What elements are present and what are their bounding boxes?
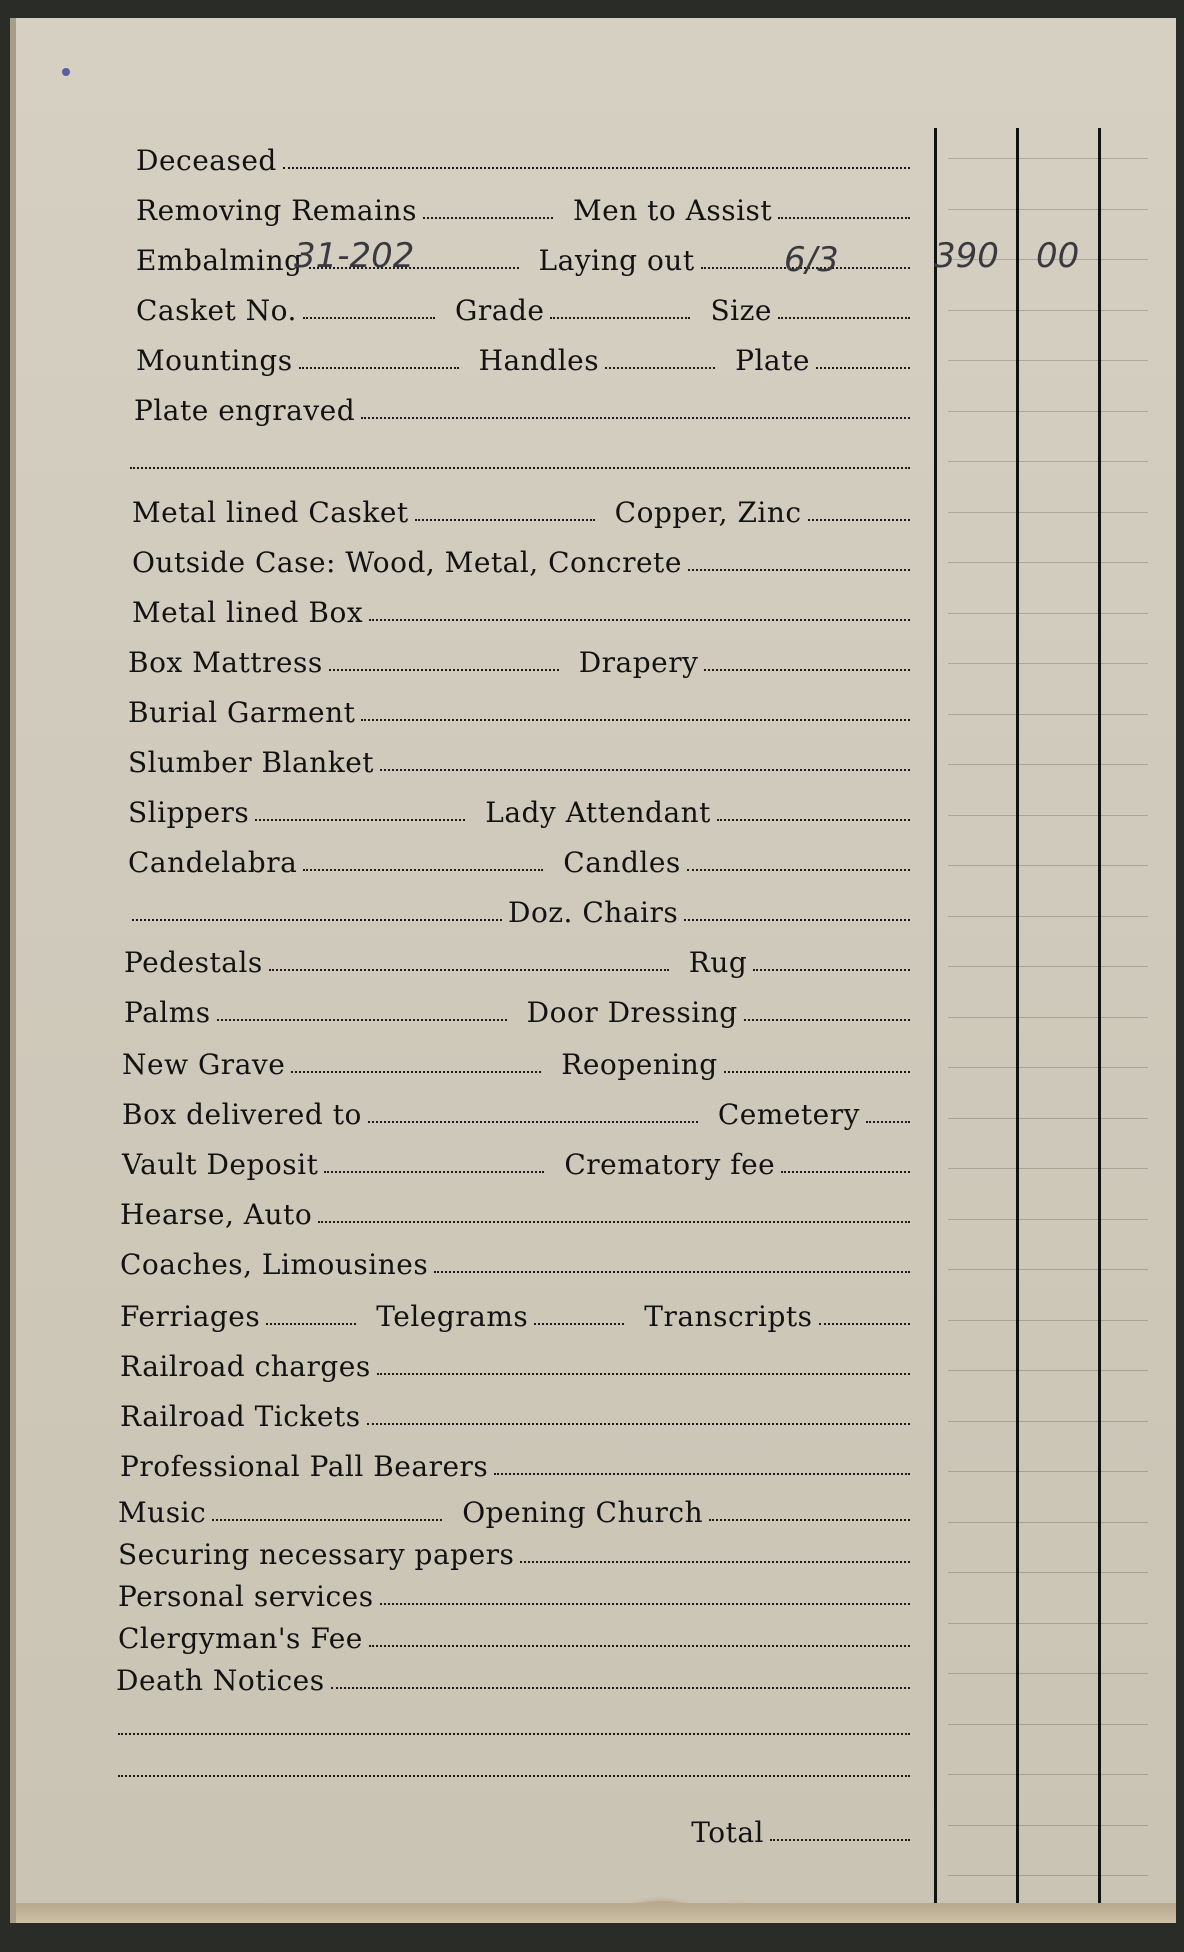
fill-line <box>808 519 910 521</box>
field-label: Lady Attendant <box>485 796 711 829</box>
field-label: Casket No. <box>136 294 297 327</box>
amount-row-line <box>948 663 1148 664</box>
amount-row-line <box>948 1269 1148 1270</box>
fill-line <box>303 317 435 319</box>
fill-line <box>118 1733 910 1735</box>
fill-line <box>266 1323 356 1325</box>
casket-no-value: 31-202 <box>294 236 415 276</box>
form-row <box>124 988 916 1028</box>
column-rule-2 <box>1016 128 1019 1918</box>
amount-row-line <box>948 865 1148 866</box>
fill-line <box>283 167 910 169</box>
fill-line <box>816 367 910 369</box>
amount-row-line <box>948 1421 1148 1422</box>
field-label: New Grave <box>122 1048 286 1081</box>
field-label: Clergyman's Fee <box>118 1622 363 1655</box>
amount-row-line <box>948 1673 1148 1674</box>
field-label: Box Mattress <box>128 646 323 679</box>
form-row <box>120 1240 916 1280</box>
fill-line <box>318 1221 910 1223</box>
form-row <box>128 738 916 778</box>
form-row <box>120 1292 916 1332</box>
field-label: Door Dressing <box>526 996 738 1029</box>
form-row <box>118 1614 916 1654</box>
field-label: Metal lined Box <box>132 596 364 629</box>
amount-row-line <box>948 512 1148 513</box>
amount-dollars: 390 <box>934 236 999 276</box>
field-label: Candelabra <box>128 846 298 879</box>
form-row <box>128 688 916 728</box>
fill-line <box>132 919 502 921</box>
form-row <box>112 1702 916 1742</box>
amount-row-line <box>948 1017 1148 1018</box>
field-label: Drapery <box>578 646 699 679</box>
amount-row-line <box>948 1875 1148 1876</box>
page-edge <box>16 1903 1176 1923</box>
fill-line <box>688 569 910 571</box>
form-row <box>120 1442 916 1482</box>
amount-row-line <box>948 1320 1148 1321</box>
field-label: Removing Remains <box>136 194 417 227</box>
fill-line <box>605 367 715 369</box>
form-row <box>118 1530 916 1570</box>
field-label: Telegrams <box>376 1300 529 1333</box>
amount-row-line <box>948 1370 1148 1371</box>
field-label: Candles <box>563 846 681 879</box>
field-label: Doz. Chairs <box>508 896 679 929</box>
field-label: Slippers <box>128 796 250 829</box>
column-rule-1 <box>934 128 937 1918</box>
form-row <box>136 336 916 376</box>
form-row <box>128 638 916 678</box>
fill-line <box>709 1519 910 1521</box>
fill-line <box>770 1839 910 1841</box>
fill-line <box>494 1473 910 1475</box>
field-label: Plate engraved <box>134 394 356 427</box>
field-label: Burial Garment <box>128 696 356 729</box>
fill-line <box>299 367 459 369</box>
field-label: Vault Deposit <box>122 1148 319 1181</box>
form-row <box>122 1040 916 1080</box>
amount-row-line <box>948 1219 1148 1220</box>
fill-line <box>130 467 910 469</box>
field-label: Total <box>691 1816 764 1849</box>
fill-line <box>687 869 910 871</box>
field-label: Mountings <box>136 344 293 377</box>
form-row <box>112 1744 916 1784</box>
amount-row-line <box>948 815 1148 816</box>
field-label: Railroad Tickets <box>120 1400 361 1433</box>
fill-line <box>744 1019 910 1021</box>
fill-line <box>866 1121 910 1123</box>
amount-row-line <box>948 966 1148 967</box>
form-row <box>122 1140 916 1180</box>
field-label: Box delivered to <box>122 1098 362 1131</box>
form-row <box>128 788 916 828</box>
field-label: Opening Church <box>462 1496 704 1529</box>
fill-line <box>377 1373 910 1375</box>
amount-row-line <box>948 1825 1148 1826</box>
fill-line <box>819 1323 910 1325</box>
fill-line <box>291 1071 541 1073</box>
amount-row-line <box>948 562 1148 563</box>
form-row <box>122 1090 916 1130</box>
field-label: Professional Pall Bearers <box>120 1450 489 1483</box>
fill-line <box>269 969 669 971</box>
ink-speck <box>62 68 70 76</box>
field-label: Securing necessary papers <box>118 1538 515 1571</box>
field-label: Men to Assist <box>572 194 773 227</box>
form-row <box>132 588 916 628</box>
amount-row-line <box>948 1774 1148 1775</box>
amount-row-line <box>948 1623 1148 1624</box>
field-label: Railroad charges <box>120 1350 371 1383</box>
amount-row-line <box>948 764 1148 765</box>
field-label: Laying out <box>538 244 695 277</box>
field-label: Hearse, Auto <box>120 1198 313 1231</box>
field-label: Outside Case: Wood, Metal, Concrete <box>132 546 682 579</box>
form-row <box>136 136 916 176</box>
amount-row-line <box>948 360 1148 361</box>
amount-row-line <box>948 310 1148 311</box>
fill-line <box>367 1423 910 1425</box>
fill-line <box>434 1271 910 1273</box>
form-row <box>116 1656 916 1696</box>
fill-line <box>781 1171 910 1173</box>
field-label: Crematory fee <box>564 1148 776 1181</box>
amount-row-line <box>948 209 1148 210</box>
field-label: Deceased <box>136 144 277 177</box>
fill-line <box>520 1561 910 1563</box>
fill-line <box>717 819 910 821</box>
amount-row-line <box>948 916 1148 917</box>
field-label: Ferriages <box>120 1300 261 1333</box>
fill-line <box>369 1645 910 1647</box>
fill-line <box>753 969 910 971</box>
fill-line <box>704 669 910 671</box>
field-label: Transcripts <box>644 1300 813 1333</box>
field-label: Reopening <box>561 1048 718 1081</box>
field-label: Cemetery <box>717 1098 860 1131</box>
fill-line <box>684 919 910 921</box>
form-row <box>112 1808 916 1848</box>
amount-cents: 00 <box>1036 236 1080 276</box>
field-label: Death Notices <box>116 1664 325 1697</box>
amount-row-line <box>948 1067 1148 1068</box>
form-page <box>10 18 1176 1923</box>
fill-line <box>423 217 553 219</box>
form-row <box>136 286 916 326</box>
field-label: Pedestals <box>124 946 263 979</box>
field-label: Handles <box>478 344 600 377</box>
size-value: 6/3 <box>784 240 839 280</box>
fill-line <box>778 317 910 319</box>
fill-line <box>361 719 910 721</box>
fill-line <box>550 317 690 319</box>
amount-row-line <box>948 1522 1148 1523</box>
fill-line <box>368 1121 698 1123</box>
field-label: Grade <box>455 294 545 327</box>
amount-row-line <box>948 461 1148 462</box>
amount-row-line <box>948 613 1148 614</box>
amount-row-line <box>948 411 1148 412</box>
fill-line <box>303 869 543 871</box>
field-label: Metal lined Casket <box>132 496 409 529</box>
fill-line <box>324 1171 544 1173</box>
form-row <box>134 386 916 426</box>
fill-line <box>217 1019 507 1021</box>
fill-line <box>255 819 465 821</box>
fill-line <box>415 519 595 521</box>
fill-line <box>778 217 910 219</box>
form-row <box>118 1488 916 1528</box>
form-row <box>132 538 916 578</box>
fill-line <box>212 1519 442 1521</box>
fill-line <box>369 619 910 621</box>
amount-row-line <box>948 1168 1148 1169</box>
fill-line <box>361 417 910 419</box>
field-label: Slumber Blanket <box>128 746 375 779</box>
form-row <box>120 1342 916 1382</box>
fill-line <box>118 1775 910 1777</box>
fill-line <box>380 769 910 771</box>
form-row <box>126 888 916 928</box>
form-row <box>120 1392 916 1432</box>
fill-line <box>380 1603 910 1605</box>
field-label: Embalming <box>136 244 303 277</box>
field-label: Music <box>118 1496 207 1529</box>
field-label: Coaches, Limousines <box>120 1248 429 1281</box>
amount-row-line <box>948 714 1148 715</box>
amount-row-line <box>948 158 1148 159</box>
fill-line <box>534 1323 624 1325</box>
amount-row-line <box>948 1471 1148 1472</box>
amount-row-line <box>948 1572 1148 1573</box>
form-row <box>132 488 916 528</box>
field-label: Plate <box>735 344 810 377</box>
form-row <box>120 1190 916 1230</box>
field-label: Size <box>710 294 772 327</box>
fill-line <box>329 669 559 671</box>
form-row <box>128 838 916 878</box>
form-row <box>124 938 916 978</box>
amount-row-line <box>948 1724 1148 1725</box>
field-label: Rug <box>688 946 748 979</box>
column-rule-3 <box>1098 128 1101 1918</box>
fill-line <box>724 1071 910 1073</box>
fill-line <box>331 1687 910 1689</box>
field-label: Copper, Zinc <box>614 496 802 529</box>
amount-row-line <box>948 1118 1148 1119</box>
field-label: Palms <box>124 996 211 1029</box>
form-row <box>124 436 916 476</box>
form-row <box>136 186 916 226</box>
form-row <box>118 1572 916 1612</box>
field-label: Personal services <box>118 1580 374 1613</box>
